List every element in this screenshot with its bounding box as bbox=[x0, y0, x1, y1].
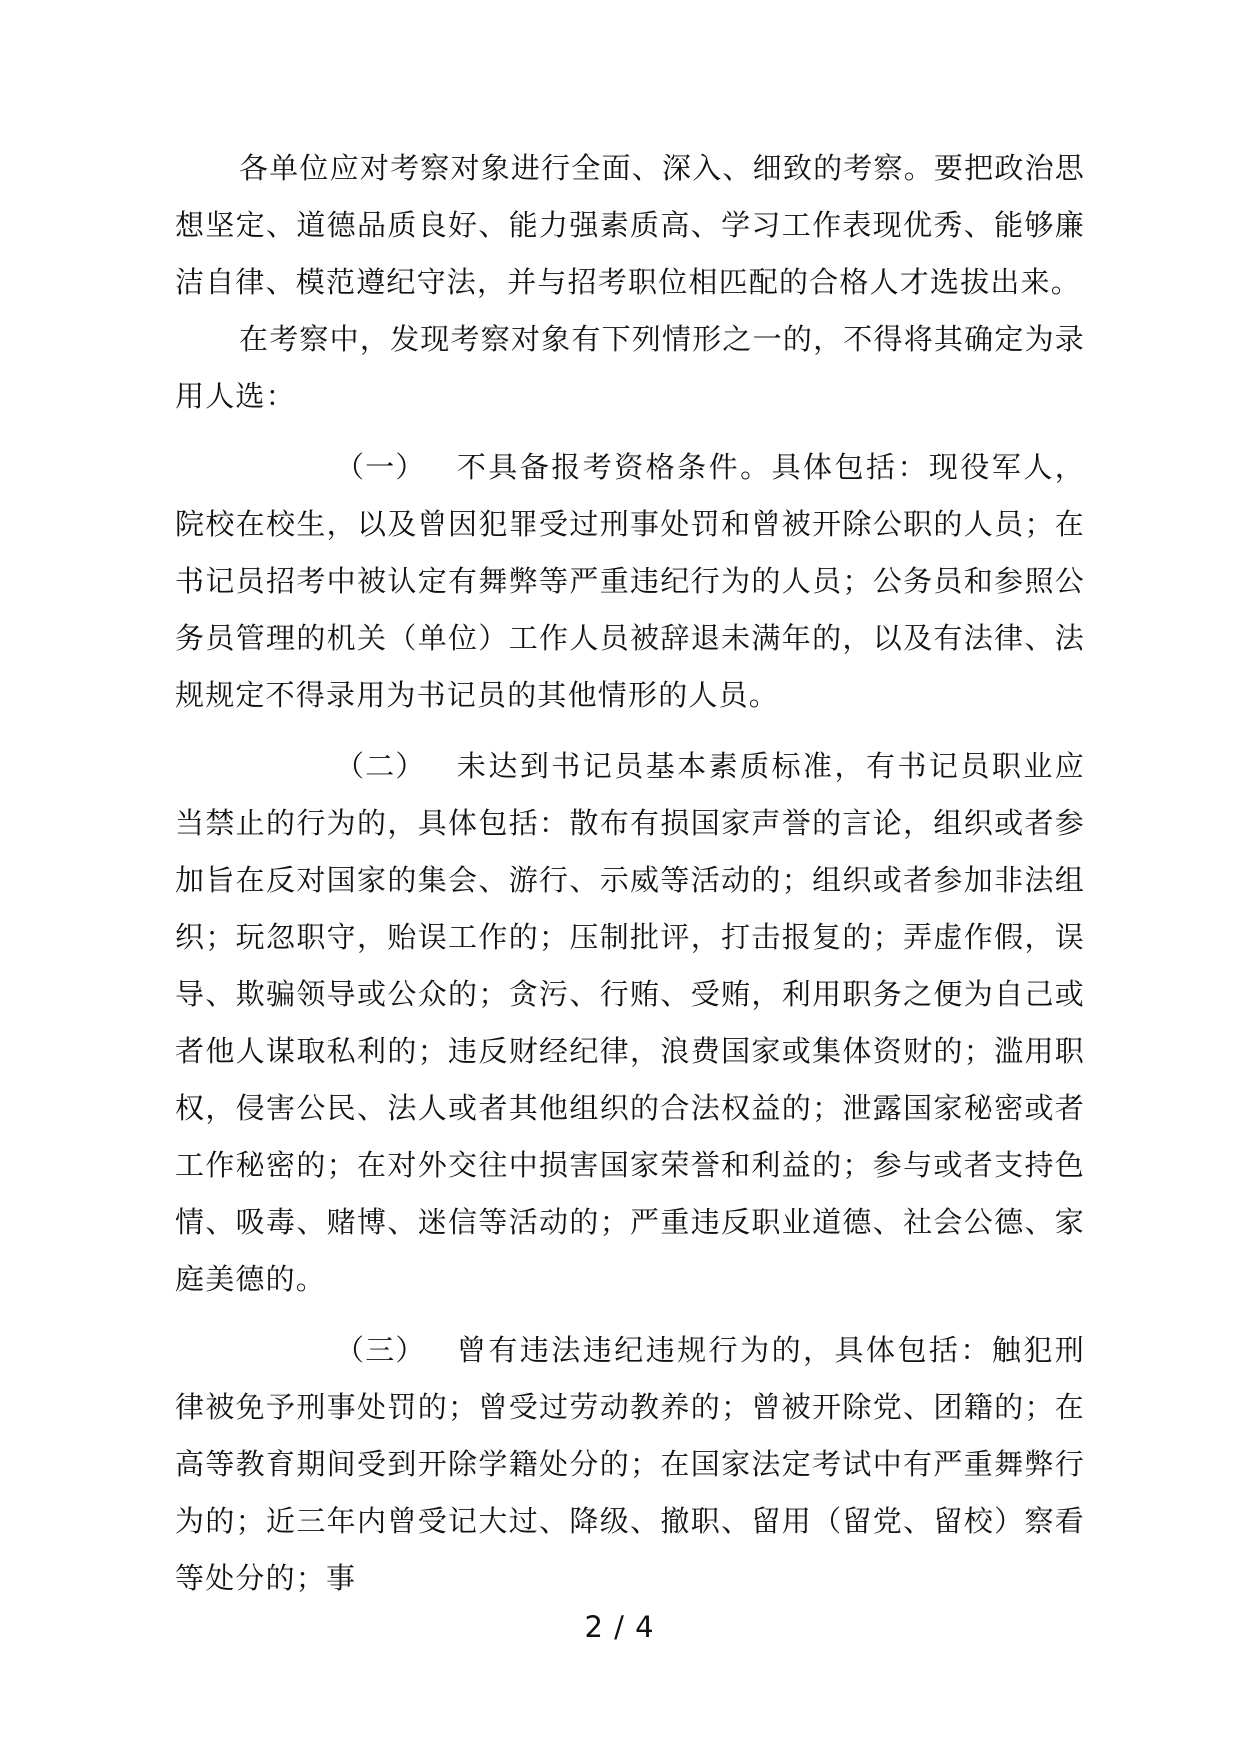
list-item-1 bbox=[175, 439, 1085, 724]
list-item-text: 曾有违法违纪违规行为的，具体包括：触犯刑律被免予刑事处罚的；曾受过劳动教养的；曾被开除党、团籍的；在高等教育期间受到开除学籍处分的；在国家法定考试中有严重舞弊行为的；近三年内曾受记大过、降级、撤职、留用（留党、留校）察看等处分的；事 bbox=[175, 1333, 1085, 1595]
paragraph-disqualification-intro: 在考察中，发现考察对象有下列情形之一的，不得将其确定为录用人选： bbox=[175, 322, 1085, 413]
page-number: 2 / 4 bbox=[584, 1610, 655, 1644]
list-item-3 bbox=[175, 1322, 1085, 1607]
list-item-text: 未达到书记员基本素质标准，有书记员职业应当禁止的行为的，具体包括：散布有损国家声誉的言论，组织或者参加旨在反对国家的集会、游行、示威等活动的；组织或者参加非法组织；玩忽职守，贻误工作的；压制批评，打击报复的；弄虚作假，误导、欺骗领导或公众的；贪污、行贿、受贿，利用职务之便为自己或者他人谋取私利的；违反财经纪律，浪费国家或集体资财的；滥用职权，侵害公民、法人或者其他组织的合法权益的；泄露国家秘密或者工作秘密的；在对外交往中损害国家荣誉和利益的；参与或者支持色情、吸毒、赌博、迷信等活动的；严重违反职业道德、社会公德、家庭美德的。 bbox=[175, 749, 1085, 1296]
list-item-number: （一） bbox=[335, 450, 426, 484]
list-item-number: （二） bbox=[335, 749, 426, 783]
paragraph-evaluation-requirements: 各单位应对考察对象进行全面、深入、细致的考察。要把政治思想坚定、道德品质良好、能力强素质高、学习工作表现优秀、能够廉洁自律、模范遵纪守法，并与招考职位相匹配的合格人才选拔出来。 bbox=[175, 151, 1085, 299]
list-item-2 bbox=[175, 738, 1085, 1308]
list-item-text: 不具备报考资格条件。具体包括：现役军人，院校在校生，以及曾因犯罪受过刑事处罚和曾被开除公职的人员；在书记员招考中被认定有舞弊等严重违纪行为的人员；公务员和参照公务员管理的机关（单位）工作人员被辞退未满年的，以及有法律、法规规定不得录用为书记员的其他情形的人员。 bbox=[175, 450, 1085, 712]
list-item-number: （三） bbox=[335, 1333, 426, 1367]
document-body bbox=[175, 140, 1085, 1607]
